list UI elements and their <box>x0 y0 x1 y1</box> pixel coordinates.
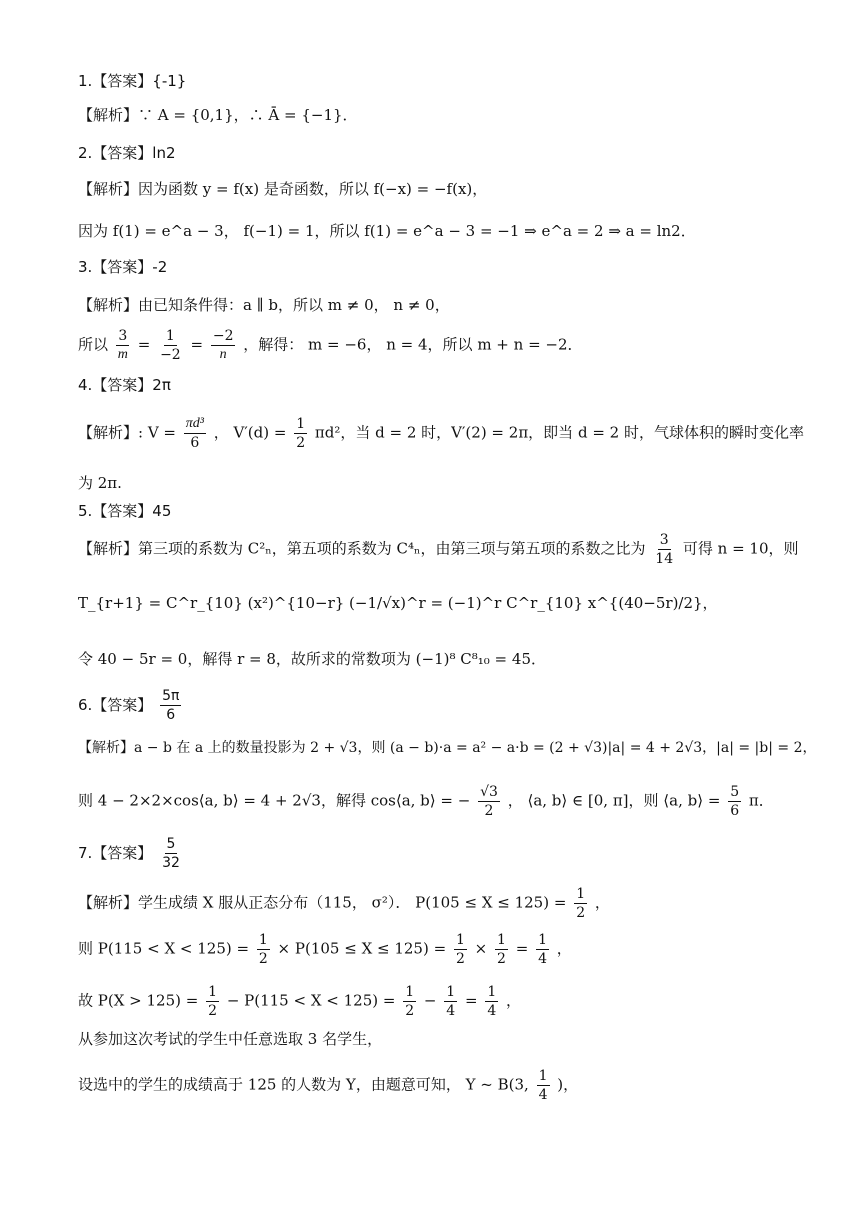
q7-solution-line2 <box>78 932 820 967</box>
fraction-half <box>257 932 270 967</box>
q7-line5-suffix: )， <box>557 1075 579 1094</box>
q6-solution-line1: 【解析】a − b 在 a 上的数量投影为 2 + √3，则 (a − b)·a = a² − a·b = (2 + √3)|a| = 4 + 2√3，|a| = |b| = 2， <box>78 740 817 756</box>
q4-solution-mid: ， V′(d) = <box>213 423 287 442</box>
fraction-half <box>454 932 467 967</box>
frac-numerator: 1 <box>257 932 270 950</box>
frac-numerator: 1 <box>485 984 498 1002</box>
q3-fraction-1 <box>116 328 130 363</box>
q4-answer: 4.【答案】2π <box>78 376 171 394</box>
q7-solution-line4: 从参加这次考试的学生中任意选取 3 名学生， <box>78 1030 383 1048</box>
frac-denominator: 2 <box>405 1003 415 1020</box>
frac-denominator: 2 <box>455 951 465 968</box>
fraction-quarter <box>485 984 498 1019</box>
frac-numerator: 5 <box>165 836 178 854</box>
q4-solution-prefix: 【解析】: V = <box>78 423 176 442</box>
q2-solution-line1: 【解析】因为函数 y = f(x) 是奇函数，所以 f(−x) = −f(x)， <box>78 180 488 198</box>
frac-denominator: 6 <box>190 435 200 452</box>
equals-sign: = <box>137 335 151 354</box>
equals-sign: = <box>515 939 529 958</box>
frac-numerator: 3 <box>116 328 129 346</box>
frac-denominator: 4 <box>538 951 547 968</box>
frac-numerator: 1 <box>454 932 467 950</box>
q1-solution: 【解析】∵ A = {0,1}，∴ Ā = {−1}． <box>78 106 358 124</box>
q7-answer <box>78 836 820 871</box>
frac-numerator: √3 <box>478 784 500 802</box>
frac-numerator: 5 <box>728 784 741 802</box>
frac-numerator: −2 <box>211 328 236 346</box>
q3-solution-prefix: 所以 <box>78 335 109 354</box>
q1-answer: 1.【答案】{-1} <box>78 72 187 90</box>
q5-solution-prefix: 【解析】第三项的系数为 C²ₙ，第五项的系数为 C⁴ₙ，由第三项与第五项的系数之比为 <box>78 539 646 558</box>
frac-numerator: 5π <box>160 688 181 706</box>
q5-solution-line2: T_{r+1} = C^r_{10} (x²)^{10−r} (−1/√x)^r = (−1)^r C^r_{10} x^{(40−5r)/2}， <box>78 594 718 612</box>
frac-denominator: 4 <box>538 1087 548 1104</box>
equals-sign: = <box>464 991 478 1010</box>
q7-solution-line1 <box>78 886 820 921</box>
frac-denominator: 2 <box>484 803 494 820</box>
frac-numerator: 3 <box>658 532 671 550</box>
q6-solution-mid: ， ⟨a, b⟩ ∈ [0, π]，则 ⟨a, b⟩ = <box>507 791 721 810</box>
q4-fraction-1 <box>184 416 206 451</box>
fraction-quarter <box>444 984 457 1019</box>
q6-answer-fraction <box>160 688 181 723</box>
q4-solution-line2: 为 2π. <box>78 474 122 492</box>
fraction-quarter <box>536 932 549 967</box>
frac-numerator: 1 <box>574 886 587 904</box>
q3-answer: 3.【答案】-2 <box>78 258 168 276</box>
frac-denominator: 6 <box>730 803 740 820</box>
q4-fraction-2 <box>294 416 307 451</box>
q3-solution-line2 <box>78 328 820 363</box>
frac-denominator: 6 <box>166 707 176 724</box>
frac-denominator: 4 <box>446 1003 456 1020</box>
frac-denominator: −2 <box>160 347 181 364</box>
q3-fraction-2 <box>158 328 183 363</box>
frac-denominator: 2 <box>497 951 506 968</box>
comma: ， <box>506 991 522 1010</box>
frac-numerator: 1 <box>444 984 457 1002</box>
frac-numerator: πd³ <box>184 416 206 434</box>
q4-solution-suffix: πd²，当 d = 2 时，V′(2) = 2π，即当 d = 2 时，气球体积的瞬时变化率 <box>314 423 804 442</box>
q5-fraction <box>653 532 675 567</box>
frac-numerator: 1 <box>164 328 177 346</box>
q7-solution-prefix: 【解析】学生成绩 X 服从正态分布（115， σ²）． P(105 ≤ X ≤ 125) = <box>78 893 567 912</box>
frac-numerator: 1 <box>403 984 416 1002</box>
times-sign: × <box>474 939 488 958</box>
frac-denominator: 4 <box>487 1003 497 1020</box>
q6-solution-suffix: π． <box>748 791 774 810</box>
q7-solution-line5 <box>78 1068 820 1103</box>
frac-denominator: n <box>219 347 227 363</box>
q5-solution-line3: 令 40 − 5r = 0，解得 r = 8，故所求的常数项为 (−1)⁸ C⁸₁₀ = 45． <box>78 650 546 668</box>
minus-sign: − <box>423 991 437 1010</box>
equals-sign: = <box>190 335 204 354</box>
frac-numerator: 1 <box>206 984 219 1002</box>
frac-denominator: 14 <box>655 551 674 568</box>
q5-solution-line1 <box>78 532 820 567</box>
q3-solution-suffix: ，解得： m = −6， n = 4，所以 m + n = −2． <box>243 335 583 354</box>
frac-denominator: 2 <box>296 435 306 452</box>
q7-answer-fraction <box>160 836 182 871</box>
frac-numerator: 1 <box>537 1068 550 1086</box>
q6-answer <box>78 688 820 723</box>
q7-line3-mid: − P(115 < X < 125) = <box>226 991 396 1010</box>
frac-numerator: 1 <box>495 932 508 950</box>
frac-denominator: m <box>117 347 128 363</box>
comma: ， <box>594 893 610 912</box>
fraction-half <box>403 984 416 1019</box>
frac-numerator: 1 <box>294 416 307 434</box>
q5-solution-suffix: 可得 n = 10，则 <box>682 539 799 558</box>
q4-solution-line1 <box>78 416 820 451</box>
q6-fraction-1 <box>478 784 500 819</box>
q7-line3-prefix: 故 P(X > 125) = <box>78 991 199 1010</box>
q3-fraction-3 <box>211 328 236 363</box>
frac-denominator: 32 <box>162 855 180 872</box>
q6-fraction-2 <box>728 784 741 819</box>
frac-denominator: 2 <box>258 951 268 968</box>
q7-solution-line3 <box>78 984 820 1019</box>
q7-line2-prefix: 则 P(115 < X < 125) = <box>78 939 250 958</box>
frac-numerator: 1 <box>536 932 549 950</box>
q7-line5-prefix: 设选中的学生的成绩高于 125 的人数为 Y，由题意可知， Y ~ B(3, <box>78 1075 529 1094</box>
frac-denominator: 2 <box>208 1003 218 1020</box>
q6-solution-prefix: 则 4 − 2×2×cos⟨a, b⟩ = 4 + 2√3，解得 cos⟨a, b⟩ = − <box>78 791 471 810</box>
q2-answer: 2.【答案】ln2 <box>78 144 176 162</box>
q7-answer-label: 7.【答案】 <box>78 844 153 863</box>
fraction-quarter <box>537 1068 550 1103</box>
q6-answer-label: 6.【答案】 <box>78 696 153 715</box>
q3-solution-line1: 【解析】由已知条件得：a ∥ b，所以 m ≠ 0， n ≠ 0， <box>78 296 450 314</box>
comma: ， <box>556 939 572 958</box>
q6-solution-line2 <box>78 784 820 819</box>
fraction-half <box>206 984 219 1019</box>
q7-line2-mid: × P(105 ≤ X ≤ 125) = <box>277 939 447 958</box>
q5-answer: 5.【答案】45 <box>78 502 172 520</box>
fraction-half <box>495 932 508 967</box>
frac-denominator: 2 <box>576 905 586 922</box>
q2-solution-line2: 因为 f(1) = e^a − 3， f(−1) = 1，所以 f(1) = e^a − 3 = −1 ⇒ e^a = 2 ⇒ a = ln2． <box>78 222 696 240</box>
q7-fraction-half <box>574 886 587 921</box>
